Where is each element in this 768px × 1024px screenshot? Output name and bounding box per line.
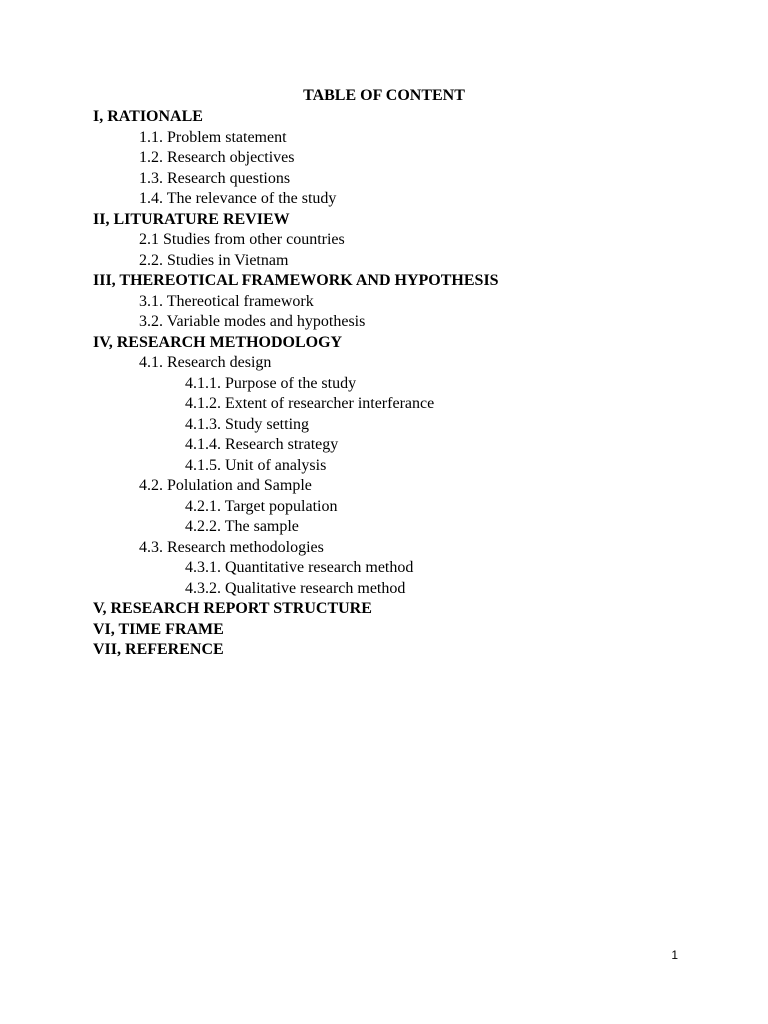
toc-entry: 4.1.1. Purpose of the study (185, 374, 357, 392)
page-title: TABLE OF CONTENT (303, 87, 465, 104)
toc-entry: 4.3. Research methodologies (139, 538, 324, 556)
toc-section-heading: V, RESEARCH REPORT STRUCTURE (93, 600, 372, 617)
page-number: 1 (671, 948, 678, 962)
toc-entry: 4.3.2. Qualitative research method (185, 579, 406, 597)
toc-entry: 4.2.2. The sample (185, 518, 299, 535)
toc-section-heading: I, RATIONALE (93, 108, 203, 125)
toc-entry: 3.2. Variable modes and hypothesis (139, 313, 366, 330)
toc-entry: 4.2.1. Target population (185, 497, 338, 515)
toc-entry: 1.4. The relevance of the study (139, 190, 337, 207)
toc-entry: 4.1.3. Study setting (185, 415, 310, 433)
toc-entry: 2.1 Studies from other countries (139, 231, 345, 248)
toc-section-heading: VII, REFERENCE (93, 641, 224, 658)
toc-entry: 2.2. Studies in Vietnam (139, 251, 289, 269)
toc-section-heading: IV, RESEARCH METHODOLOGY (93, 333, 343, 351)
toc-entry: 4.3.1. Quantitative research method (185, 559, 414, 576)
toc-entry: 4.1.5. Unit of analysis (185, 456, 327, 474)
toc-entry: 4.1.2. Extent of researcher interferance (185, 395, 435, 412)
table-of-contents (93, 107, 713, 661)
toc-entry: 4.1.4. Research strategy (185, 436, 339, 453)
toc-entry: 4.1. Research design (139, 354, 272, 371)
toc-entry: 3.1. Thereotical framework (139, 292, 314, 310)
toc-entry: 1.3. Research questions (139, 169, 291, 187)
toc-entry: 4.2. Polulation and Sample (139, 477, 312, 494)
toc-entry: 1.2. Research objectives (139, 149, 295, 166)
toc-entry: 1.1. Problem statement (139, 128, 287, 146)
toc-section-heading: VI, TIME FRAME (93, 620, 224, 638)
toc-section-heading: III, THEREOTICAL FRAMEWORK AND HYPOTHESIS (93, 272, 499, 289)
toc-section-heading: II, LITURATURE REVIEW (93, 210, 290, 228)
